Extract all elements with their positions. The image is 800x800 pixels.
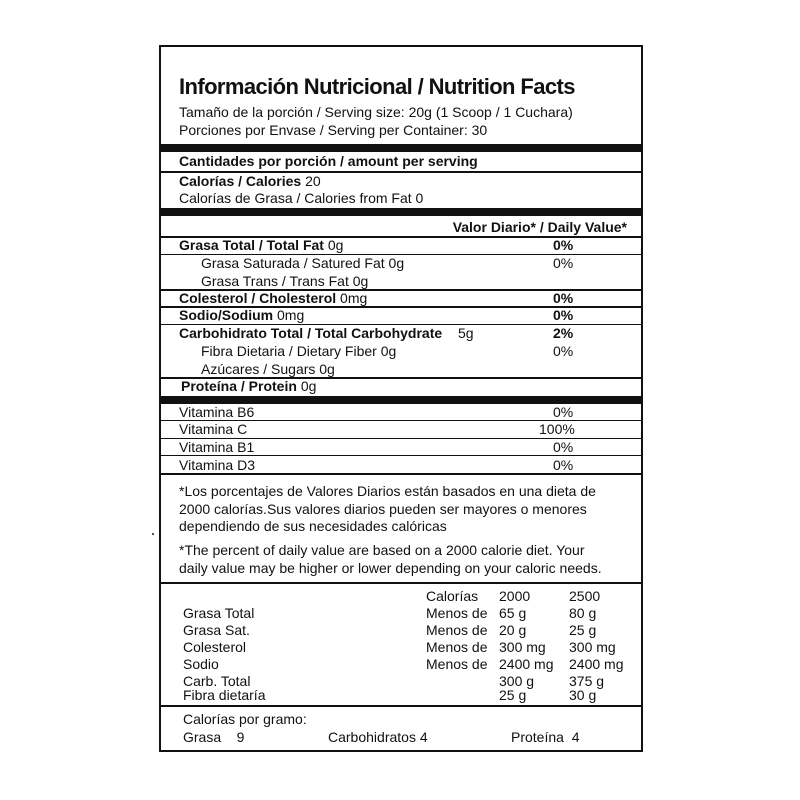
nutrient-row-saturated-fat: Grasa Saturada / Satured Fat 0g (201, 255, 405, 271)
servings-per-container: Porciones por Envase / Serving per Container: 30 (179, 122, 488, 138)
nutrient-label: Carbohidrato Total / Total Carbohydrate (179, 325, 443, 341)
label-title: Información Nutricional / Nutrition Facts (179, 74, 575, 99)
nutrient-row-sodium (179, 307, 304, 323)
vitamin-c: Vitamina C (179, 421, 248, 437)
vitamin-dv: 0% (553, 457, 574, 473)
ref-row-name: Grasa Total (183, 605, 255, 621)
ref-row-v1: 300 g (499, 673, 535, 689)
nutrient-amount: 0g (327, 237, 344, 253)
ref-row-name: Sodio (183, 656, 219, 672)
stray-dot (152, 533, 154, 535)
vitamin-d3: Vitamina D3 (179, 457, 256, 473)
calories-value: 20 (305, 173, 321, 189)
per-gram-fat: Grasa 9 (183, 729, 245, 745)
serving-size: Tamaño de la porción / Serving size: 20g (1 Scoop / 1 Cuchara) (179, 104, 573, 120)
ref-row-qual: Menos de (426, 639, 488, 655)
nutrient-dv: 2% (553, 325, 574, 341)
vitamin-dv: 0% (553, 439, 574, 455)
ref-row-qual: Menos de (426, 656, 488, 672)
nutrition-facts-label (159, 45, 643, 752)
ref-row-v2: 25 g (569, 622, 597, 638)
ref-row-name: Colesterol (183, 639, 247, 655)
footnote-es-line: 2000 calorías.Sus valores diarios pueden ser mayores o menores (179, 501, 587, 517)
ref-row-v2: 375 g (569, 673, 605, 689)
nutrient-row-cholesterol (179, 290, 367, 306)
divider (161, 705, 641, 707)
calories-row (179, 173, 321, 189)
vitamin-b1: Vitamina B1 (179, 439, 255, 455)
ref-header-calories: Calorías (426, 588, 479, 604)
nutrient-dv: 0% (553, 290, 574, 306)
thick-divider (161, 208, 641, 216)
nutrient-dv: 0% (553, 343, 574, 359)
ref-header-2500: 2500 (569, 588, 601, 604)
thick-divider (161, 144, 641, 152)
footnote-es-line: dependiendo de sus necesidades calóricas (179, 518, 447, 534)
nutrient-row-protein (181, 378, 316, 394)
daily-value-header: Valor Diario* / Daily Value* (452, 219, 627, 235)
ref-row-name: Carb. Total (183, 673, 251, 689)
divider (161, 455, 641, 456)
nutrient-row-total-fat (179, 237, 343, 253)
ref-row-v1: 20 g (499, 622, 527, 638)
nutrient-label: Sodio/Sodium (179, 307, 274, 323)
ref-row-qual: Menos de (426, 622, 488, 638)
per-gram-protein: Proteína 4 (511, 729, 580, 745)
calories-from-fat: Calorías de Grasa / Calories from Fat 0 (179, 190, 424, 206)
nutrient-row-sugars: Azúcares / Sugars 0g (201, 361, 335, 377)
nutrient-row-trans-fat: Grasa Trans / Trans Fat 0g (201, 273, 369, 289)
vitamin-dv: 100% (539, 421, 575, 437)
ref-row-v2: 30 g (569, 687, 597, 703)
ref-row-v1: 2400 mg (499, 656, 554, 672)
nutrient-dv: 0% (553, 255, 574, 271)
vitamin-dv: 0% (553, 404, 574, 420)
nutrient-dv: 0% (553, 307, 574, 323)
per-gram-heading: Calorías por gramo: (183, 711, 307, 727)
nutrient-label: Colesterol / Cholesterol (179, 290, 337, 306)
footnote-en-line: *The percent of daily value are based on a 2000 calorie diet. Your (179, 542, 585, 558)
nutrient-row-carbohydrate (179, 325, 474, 341)
nutrient-amount: 0mg (340, 290, 368, 306)
ref-row-v2: 300 mg (569, 639, 616, 655)
nutrient-amount: 5g (457, 325, 474, 341)
nutrient-amount: 0mg (277, 307, 305, 323)
nutrient-label: Proteína / Protein (181, 378, 297, 394)
amount-heading: Cantidades por porción / amount per serving (179, 153, 478, 169)
footnote-en-line: daily value may be higher or lower depending on your caloric needs. (179, 560, 602, 576)
divider (161, 582, 641, 584)
ref-row-v1: 300 mg (499, 639, 546, 655)
calories-label: Calorías / Calories (179, 173, 302, 189)
vitamin-b6: Vitamina B6 (179, 404, 255, 420)
ref-row-name: Grasa Sat. (183, 622, 250, 638)
ref-row-v2: 2400 mg (569, 656, 624, 672)
footnote-es-line: *Los porcentajes de Valores Diarios están basados en una dieta de (179, 483, 596, 499)
nutrient-row-fiber: Fibra Dietaria / Dietary Fiber 0g (201, 343, 397, 359)
thick-divider (161, 396, 641, 404)
ref-row-v1: 25 g (499, 687, 527, 703)
ref-row-v1: 65 g (499, 605, 527, 621)
nutrient-dv: 0% (553, 237, 574, 253)
ref-row-name: Fibra dietaría (183, 687, 266, 703)
nutrient-amount: 0g (300, 378, 317, 394)
per-gram-carbs: Carbohidratos 4 (328, 729, 428, 745)
ref-row-v2: 80 g (569, 605, 597, 621)
ref-row-qual: Menos de (426, 605, 488, 621)
divider (161, 473, 641, 475)
nutrient-label: Grasa Total / Total Fat (179, 237, 324, 253)
ref-header-2000: 2000 (499, 588, 531, 604)
